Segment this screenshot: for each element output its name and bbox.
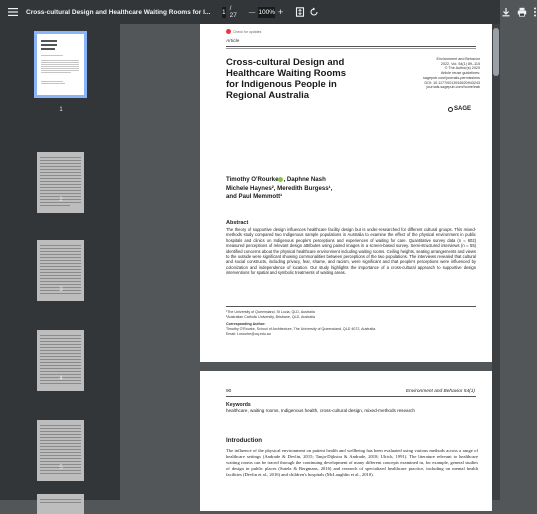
article-type-label: Article xyxy=(226,39,240,44)
vertical-scrollbar[interactable] xyxy=(492,24,500,500)
fit-page-icon[interactable] xyxy=(295,5,305,19)
meta-line: Article reuse guidelines: xyxy=(440,71,480,76)
header-rule xyxy=(226,396,476,397)
author-name: Timothy O'Rourke xyxy=(226,176,279,183)
affiliation-line: ²Australian Catholic University, Brisbane, QLD, Australia xyxy=(226,314,316,319)
page-thumbnail-5[interactable] xyxy=(37,420,84,481)
thumbnail-page-number: 2 xyxy=(59,197,63,203)
check-updates-label: Check for updates xyxy=(233,29,262,34)
scrollbar-thumb[interactable] xyxy=(493,28,499,76)
sage-logo-icon xyxy=(448,107,453,112)
zoom-in-button[interactable]: + xyxy=(277,7,284,17)
affiliations xyxy=(226,310,476,337)
page-thumbnail-1[interactable] xyxy=(37,34,84,95)
abstract-text: The theory of supportive design influences healthcare facility design but is under-researched for different cultural groups. This mixed-methods study compared two Indigenous sample populations in Australia to examine the effect of the physical environment in public hospitals and clinics on Indigenous people's perceptions and experiences of waiting for care. Quantitative survey data (n = 602) measured perceptions of relevant design attributes using paired images in a screen-based survey. Semi-structured interviews (n = 55) identified concerns about the physical healthcare environment including waiting rooms. Ceiling heights, seating arrangements and views to the outside were significant showing commonalities between perceptions of the two populations. The interviews revealed that cultural and social constructs, including privacy, fear, shame, and racism, were significant and that people's perceptions were influenced by colonization and independence of location. Our study highlights the importance of a cross-cultural approach to supportive design interventions for spatial and symbolic treatments of waiting areas. xyxy=(226,227,476,276)
thumbnail-page-number: 4 xyxy=(59,376,63,382)
crossmark-icon xyxy=(226,29,231,34)
zoom-out-button[interactable]: — xyxy=(248,8,256,16)
meta-line: journals.sagepub.com/home/eab xyxy=(426,85,480,90)
zoom-input[interactable]: 100% xyxy=(258,8,275,16)
author-line: and Paul Memmott¹ xyxy=(226,193,283,201)
meta-line: DOI: 10.1177/0013916520943243 xyxy=(424,80,480,85)
meta-line: © The Author(s) 2020 xyxy=(444,66,480,71)
keywords-heading: Keywords xyxy=(226,402,251,408)
thumbnail-page-number: 3 xyxy=(59,287,63,293)
check-for-updates-badge[interactable] xyxy=(226,29,261,34)
article-title: Cross-cultural Design and Healthcare Waiting Rooms for Indigenous People in Regional Australia xyxy=(226,57,347,101)
download-icon[interactable] xyxy=(501,5,511,19)
corresponding-heading: Corresponding Author: xyxy=(226,321,266,326)
page-thumbnail-6[interactable] xyxy=(37,494,84,514)
pdf-page-1 xyxy=(200,24,492,362)
author-line: Michele Haynes², Meredith Burgess¹, xyxy=(226,184,333,192)
author-name: , Daphne Nash xyxy=(283,176,326,183)
page-total: / 27 xyxy=(229,5,237,19)
pdf-page-2 xyxy=(200,371,492,511)
affiliation-line: ¹The University of Queensland, St Lucia, QLD, Australia xyxy=(226,310,315,314)
menu-icon[interactable] xyxy=(8,5,18,19)
page-number: 90 xyxy=(226,389,232,394)
print-icon[interactable] xyxy=(517,5,527,19)
thumbnail-page-number: 1 xyxy=(59,107,63,113)
author-list xyxy=(226,176,386,202)
footnote-rule xyxy=(226,306,476,307)
thumbnail-sidebar xyxy=(0,24,120,500)
corresponding-author: Timothy O'Rourke, School of Architecture, The University of Queensland, QLD 4072, Australia. xyxy=(226,326,377,331)
author-email[interactable]: Email: t.orourke@uq.edu.au xyxy=(226,331,271,336)
more-icon[interactable] xyxy=(533,5,537,19)
page-number-input[interactable]: 1 xyxy=(222,8,226,16)
thumbnail-page-number: 5 xyxy=(59,465,63,471)
introduction-heading: Introduction xyxy=(226,437,263,444)
document-title: Cross-cultural Design and Healthcare Waiting Rooms for I... xyxy=(26,8,211,16)
header-rule xyxy=(226,48,476,49)
running-header: Environment and Behavior 54(1) xyxy=(405,389,475,394)
pdf-toolbar xyxy=(0,0,500,24)
rotate-icon[interactable] xyxy=(309,5,319,19)
page-thumbnail-2[interactable] xyxy=(37,152,84,213)
meta-line: 2022, Vol. 54(1) 89–115 xyxy=(440,61,480,66)
publisher-name: SAGE xyxy=(454,106,472,112)
publisher-logo xyxy=(448,106,471,112)
meta-line: sagepub.com/journals-permissions xyxy=(423,75,480,80)
introduction-text: The influence of the physical environment on patient health and wellbeing has been evaluated using various methods across a range of healthcare settings (Andrade & Devlin, 2015; Tanja-Dijkstra & Andrade, 2018; Ulrich, 1991). The literature relevant to healthcare waiting rooms can be traced through the continuing development of many different concepts examined in, for example, general studies of design in public places (Sutela & Bergmans, 2016) and research of specialized healthcare practice, including on mental health facilities (Devlin et al., 2016) and children's hospitals (McLaughlin et al., 2010). xyxy=(226,448,478,477)
journal-metadata xyxy=(380,57,480,90)
abstract-heading: Abstract xyxy=(226,220,249,226)
meta-line: Environment and Behavior xyxy=(436,57,480,61)
keywords-text: healthcare, waiting rooms, Indigenous health, cross-cultural design, mixed-methods research xyxy=(226,408,415,413)
